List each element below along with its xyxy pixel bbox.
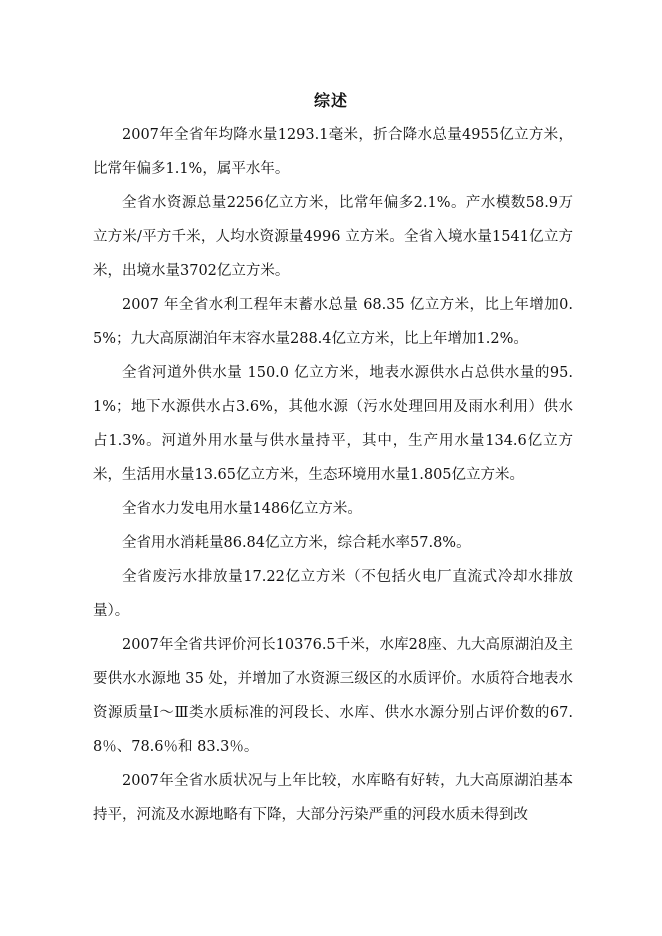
- paragraph-wastewater: 全省废污水排放量17.22亿立方米（不包括火电厂直流式冷却水排放量）。: [93, 569, 573, 619]
- paragraph-water-resources: 全省水资源总量2256亿立方米，比常年偏多2.1%。产水模数58.9万立方米/平方千米，人均水资源量4996 立方米。全省入境水量1541亿立方米，出境水量3702亿立方米。: [93, 195, 573, 279]
- paragraph-hydropower: 全省水力发电用水量1486亿立方米。: [122, 501, 362, 517]
- paragraph-water-quality-evaluation: 2007年全省共评价河长10376.5千米，水库28座、九大高原湖泊及主要供水水源地 35 处，并增加了水资源三级区的水质评价。水质符合地表水资源质量Ⅰ～Ⅲ类水质标准的河段长、水库、供水水源分别占评价数的67.8％、78.6％和 83.3％。: [93, 637, 573, 755]
- paragraph-water-supply: 全省河道外供水量 150.0 亿立方米，地表水源供水占总供水量的95.1%；地下水源供水占3.6%，其他水源（污水处理回用及雨水利用）供水占1.3%。河道外用水量与供水量持平，其中，生产用水量134.6亿立方米，生活用水量13.65亿立方米，生态环境用水量1.805亿立方米。: [93, 365, 573, 483]
- paragraph-consumption: 全省用水消耗量86.84亿立方米，综合耗水率57.8%。: [122, 535, 471, 551]
- paragraph-storage: 2007 年全省水利工程年末蓄水总量 68.35 亿立方米，比上年增加0.5%；九大高原湖泊年末容水量288.4亿立方米，比上年增加1.2%。: [93, 297, 573, 347]
- page-title: 综述: [313, 91, 348, 110]
- paragraph-water-quality-comparison: 2007年全省水质状况与上年比较，水库略有好转，九大高原湖泊基本持平，河流及水源地略有下降，大部分污染严重的河段水质未得到改: [93, 773, 573, 823]
- paragraph-precipitation: 2007年全省年均降水量1293.1毫米，折合降水总量4955亿立方米，比常年偏多1.1%，属平水年。: [93, 127, 573, 177]
- document-body: [93, 118, 573, 832]
